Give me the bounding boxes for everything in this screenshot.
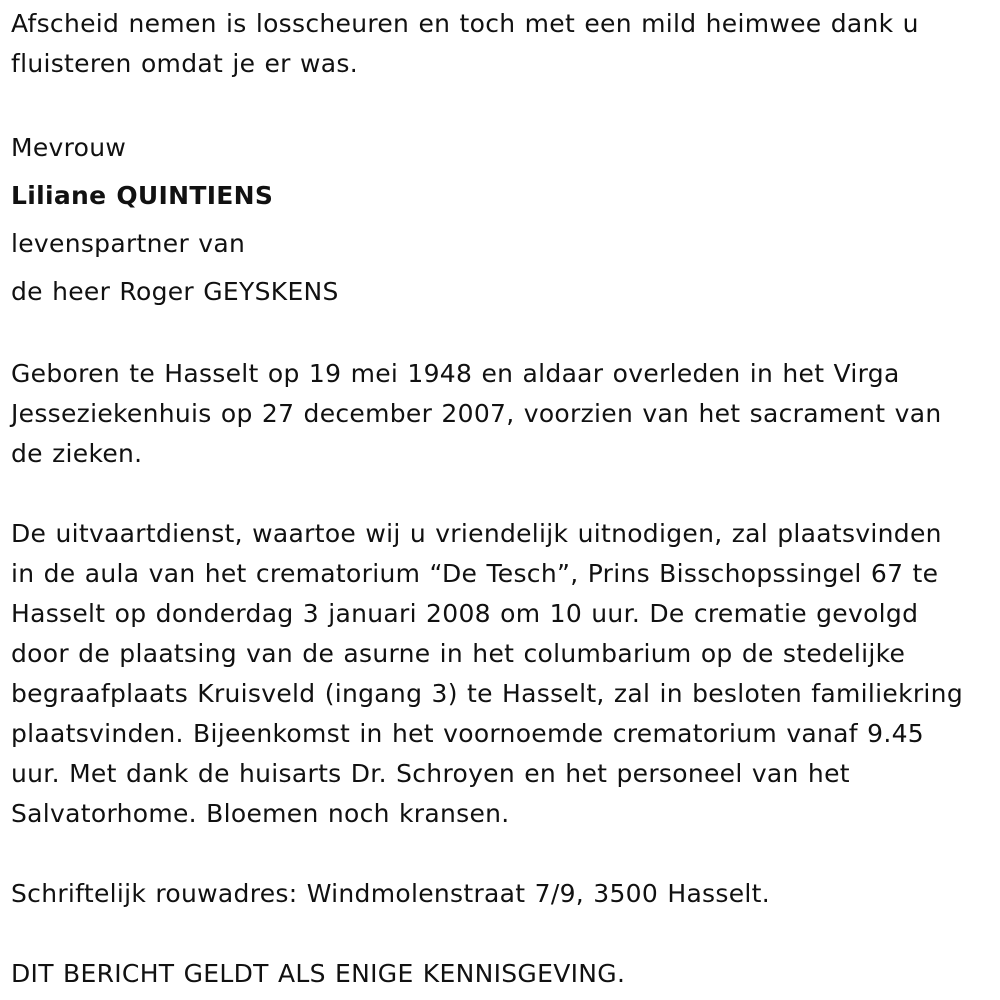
- mourning-address: Schriftelijk rouwadres: Windmolenstraat 7/9, 3500 Hasselt.: [11, 879, 770, 908]
- funeral-line: plaatsvinden. Bijeenkomst in het voornoemde crematorium vanaf 9.45: [11, 719, 925, 748]
- funeral-line: Salvatorhome. Bloemen noch kransen.: [11, 799, 510, 828]
- birth-death-line: Jesseziekenhuis op 27 december 2007, voorzien van het sacrament van: [11, 399, 942, 428]
- funeral-line: in de aula van het crematorium “De Tesch”, Prins Bisschopssingel 67 te: [11, 559, 939, 588]
- relation-label: levenspartner van: [11, 229, 246, 258]
- birth-death-line: de zieken.: [11, 439, 143, 468]
- funeral-line: Hasselt op donderdag 3 januari 2008 om 10 uur. De crematie gevolgd: [11, 599, 919, 628]
- birth-death-line: Geboren te Hasselt op 19 mei 1948 en aldaar overleden in het Virga: [11, 359, 900, 388]
- notice-statement: DIT BERICHT GELDT ALS ENIGE KENNISGEVING.: [11, 959, 626, 988]
- funeral-line: door de plaatsing van de asurne in het columbarium op de stedelijke: [11, 639, 906, 668]
- deceased-name: Liliane QUINTIENS: [11, 181, 274, 210]
- motto-line: fluisteren omdat je er was.: [11, 49, 358, 78]
- funeral-line: begraafplaats Kruisveld (ingang 3) te Hasselt, zal in besloten familiekring: [11, 679, 963, 708]
- partner-name: de heer Roger GEYSKENS: [11, 277, 339, 306]
- funeral-line: uur. Met dank de huisarts Dr. Schroyen en het personeel van het: [11, 759, 850, 788]
- honorific-title: Mevrouw: [11, 133, 127, 162]
- funeral-line: De uitvaartdienst, waartoe wij u vriendelijk uitnodigen, zal plaatsvinden: [11, 519, 942, 548]
- motto-line: Afscheid nemen is losscheuren en toch met een mild heimwee dank u: [11, 9, 919, 38]
- obituary-notice: [11, 4, 993, 994]
